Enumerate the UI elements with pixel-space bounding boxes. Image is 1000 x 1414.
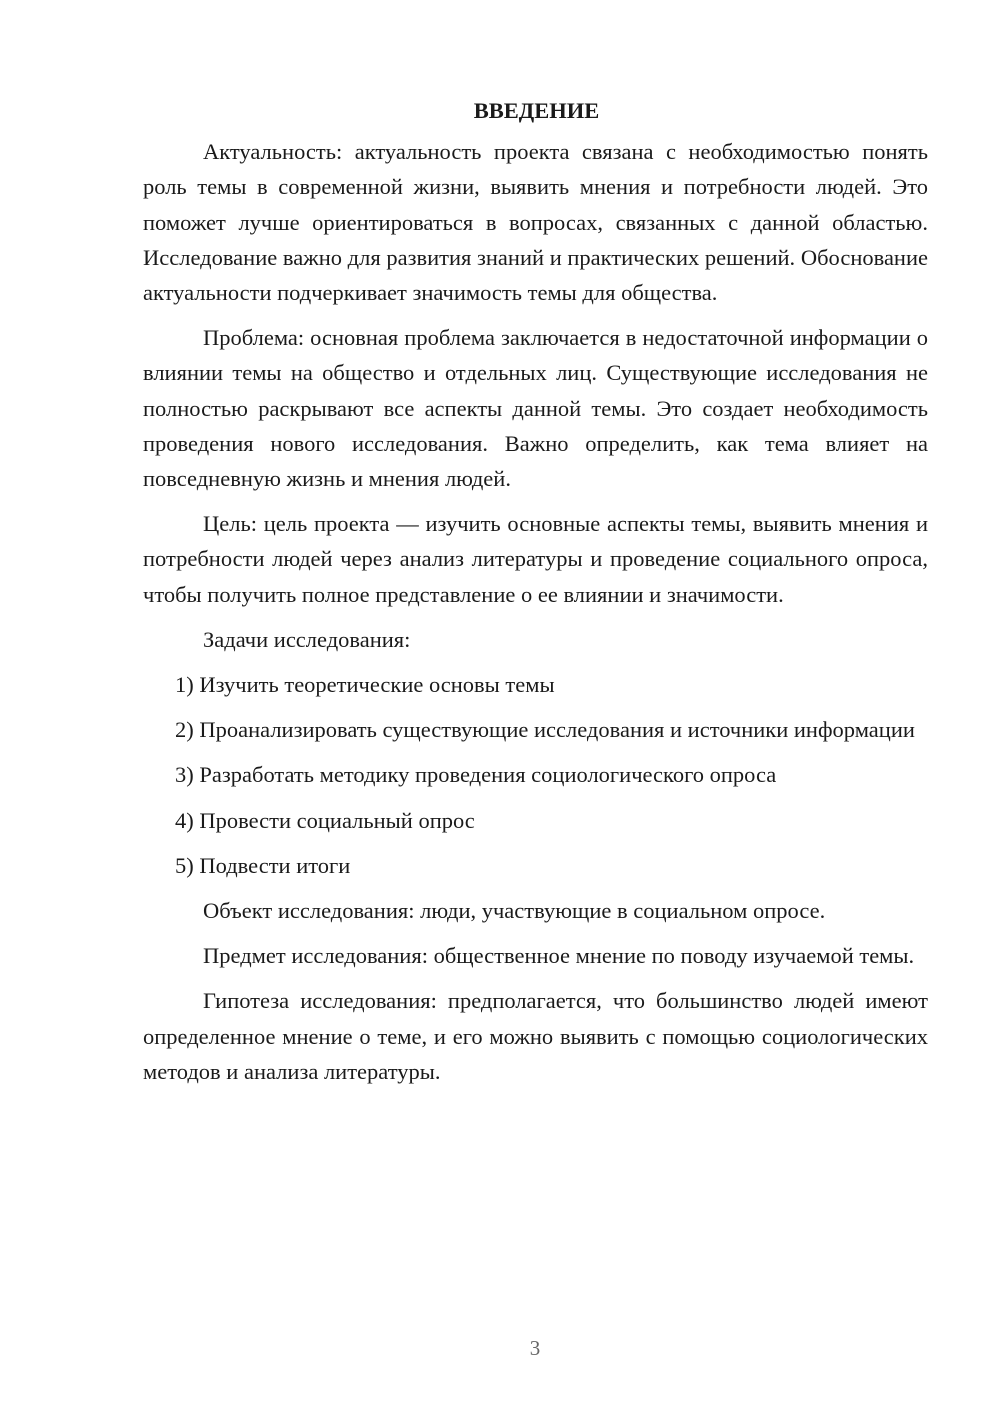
task-item-5: 5) Подвести итоги	[175, 852, 351, 878]
task-item-1: 1) Изучить теоретические основы темы	[175, 672, 555, 698]
tasks-list	[143, 667, 928, 883]
tasks-heading: Задачи исследования:	[203, 626, 411, 652]
hypothesis-paragraph: Гипотеза исследования: предполагается, что большинство людей имеют определенное мнение о теме, и его можно выявить с помощью социологических методов и анализа литературы.	[143, 988, 928, 1084]
subject-paragraph: Предмет исследования: общественное мнение по поводу изучаемой темы.	[203, 943, 915, 969]
task-item-3: 3) Разработать методику проведения социологического опроса	[175, 762, 777, 788]
object-paragraph: Объект исследования: люди, участвующие в социальном опросе.	[203, 898, 826, 924]
goal-paragraph: Цель: цель проекта — изучить основные аспекты темы, выявить мнения и потребности людей через анализ литературы и проведение социального опроса, чтобы получить полное представление о ее влиянии и значимости.	[143, 511, 928, 607]
relevance-paragraph: Актуальность: актуальность проекта связана с необходимостью понять роль темы в современной жизни, выявить мнения и потребности людей. Это поможет лучше ориентироваться в вопросах, связанных с данной областью. Исследование важно для развития знаний и практических решений. Обоснование актуальности подчеркивает значимость темы для общества.	[143, 139, 928, 306]
task-item-2: 2) Проанализировать существующие исследования и источники информации	[175, 717, 915, 743]
page-content	[143, 93, 928, 1099]
section-title: ВВЕДЕНИЕ	[473, 98, 600, 123]
task-item-4: 4) Провести социальный опрос	[175, 807, 475, 833]
problem-paragraph: Проблема: основная проблема заключается в недостаточной информации о влиянии темы на общество и отдельных лиц. Существующие исследования не полностью раскрывают все аспекты данной темы. Это создает необходимость проведения нового исследования. Важно определить, как тема влияет на повседневную жизнь и мнения людей.	[143, 325, 928, 492]
page-number: 3	[529, 1336, 541, 1360]
